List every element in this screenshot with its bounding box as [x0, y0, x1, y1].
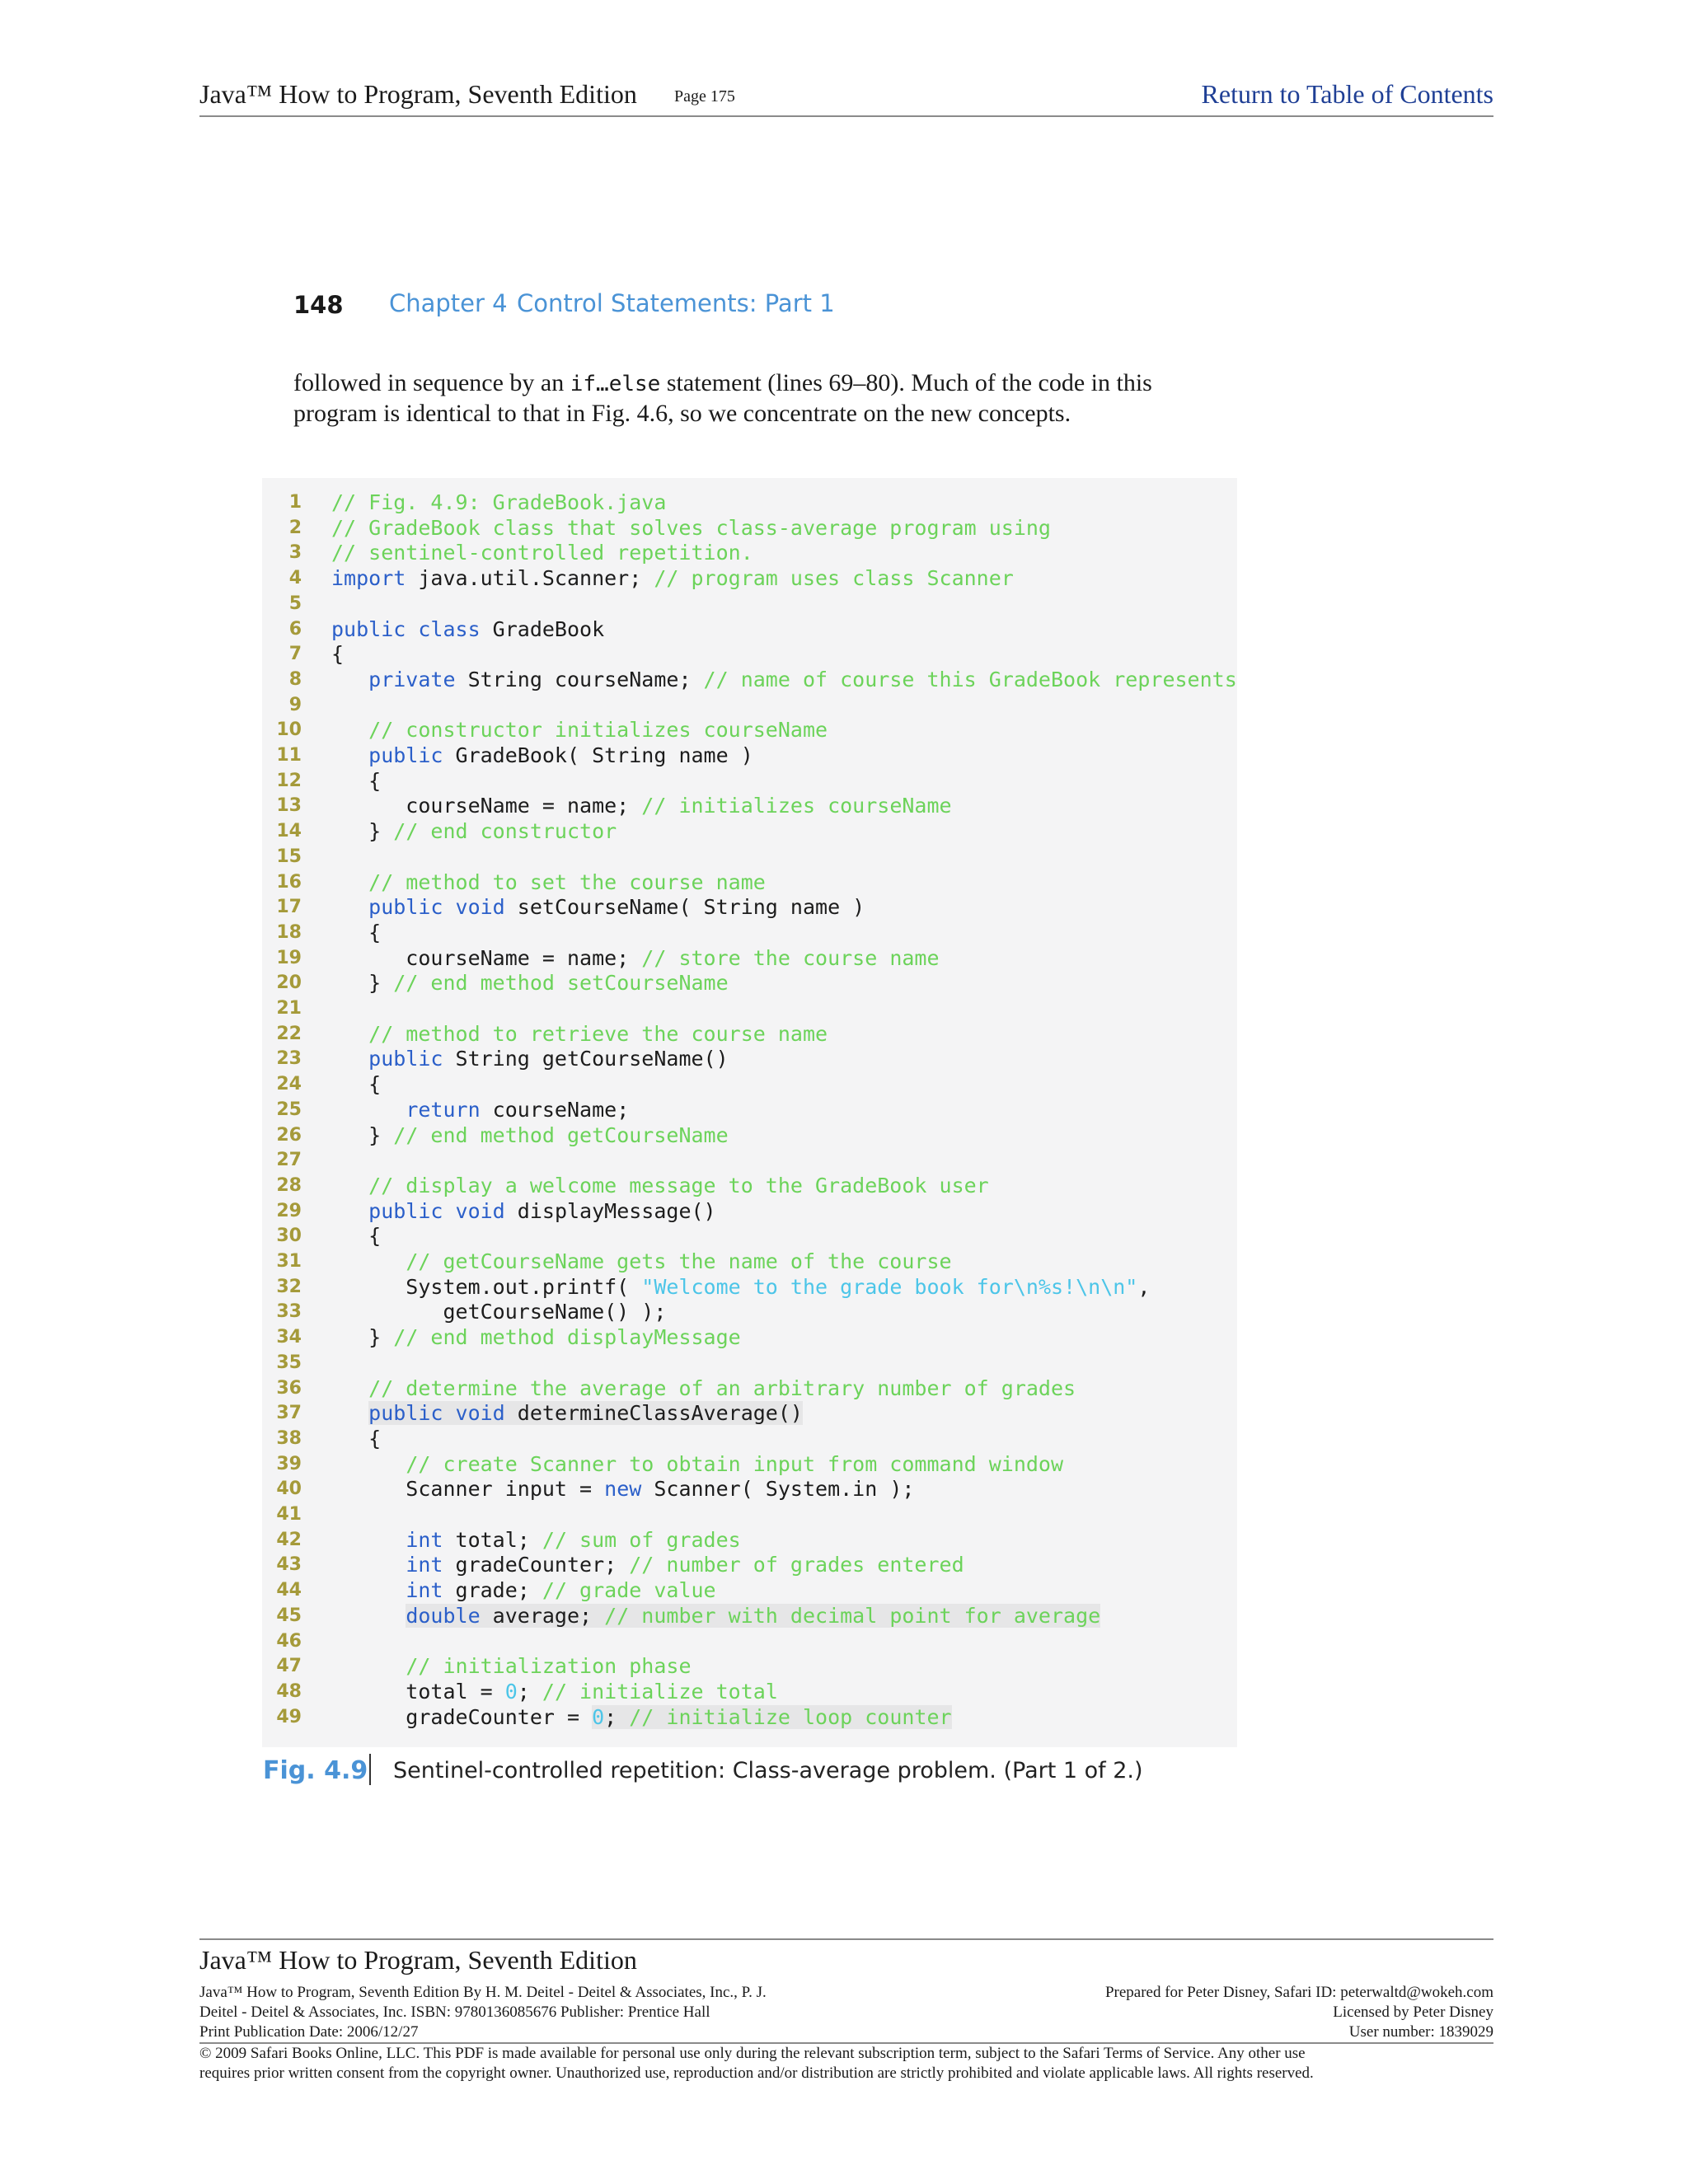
- footer-license-line: User number: 1839029: [1348, 2023, 1493, 2041]
- code-token: // program uses class Scanner: [654, 566, 1014, 591]
- line-number: 4: [288, 568, 302, 589]
- line-number: 37: [276, 1403, 302, 1424]
- code-token: gradeCounter =: [331, 1704, 593, 1729]
- code-token: }: [331, 819, 394, 844]
- code-token: {: [331, 768, 382, 793]
- code-token: public: [368, 743, 443, 767]
- code-token: private: [368, 667, 456, 691]
- code-token: [331, 1604, 406, 1628]
- code-token: return: [406, 1097, 481, 1122]
- code-token: courseName = name;: [331, 794, 642, 818]
- line-number: 35: [276, 1352, 302, 1373]
- code-text: [331, 1223, 381, 1249]
- line-number: 19: [276, 947, 302, 968]
- line-number: 9: [288, 694, 302, 715]
- line-number: 10: [276, 719, 302, 741]
- code-token: // end method displayMessage: [393, 1325, 741, 1350]
- code-token: int: [406, 1553, 443, 1577]
- pdf-page-label: Page 175: [674, 87, 735, 105]
- code-token: java.util.Scanner;: [406, 566, 654, 591]
- line-number: 30: [276, 1226, 302, 1247]
- code-token: System.out.printf(: [331, 1274, 642, 1299]
- line-number: 22: [276, 1023, 302, 1044]
- body-paragraph-line-1: [293, 368, 1241, 400]
- code-text: [331, 818, 617, 844]
- code-token: // determine the average of an arbitrary number of grades: [368, 1376, 1076, 1400]
- code-text: [331, 743, 753, 768]
- line-number: 44: [276, 1580, 302, 1601]
- code-token: // create Scanner to obtain input from command window: [406, 1451, 1064, 1476]
- line-number: 26: [276, 1124, 302, 1146]
- code-token: // number of grades entered: [629, 1553, 964, 1577]
- code-token: int: [406, 1527, 443, 1552]
- chapter-title: Control Statements: Part 1: [517, 289, 835, 317]
- line-number: 2: [288, 517, 302, 538]
- footer-title: Java™ How to Program, Seventh Edition: [199, 1945, 637, 1975]
- code-token: [331, 1022, 368, 1046]
- code-token: courseName = name;: [331, 945, 642, 970]
- code-token: // GradeBook class that solves class-average program using: [331, 515, 1051, 540]
- code-token: // initializes courseName: [641, 794, 952, 818]
- footer-info-line: Java™ How to Program, Seventh Edition By H. M. Deitel - Deitel & Associates, Inc., P. J.: [199, 1984, 767, 2001]
- code-token: determineClassAverage(): [504, 1401, 803, 1426]
- code-token: // method to set the course name: [368, 869, 766, 894]
- line-number: 13: [276, 795, 302, 817]
- code-text: [331, 1679, 778, 1704]
- code-token: GradeBook: [480, 616, 605, 641]
- code-token: [331, 895, 368, 919]
- line-number: 42: [276, 1529, 302, 1550]
- code-token: {: [331, 920, 382, 944]
- code-token: [331, 870, 368, 894]
- line-number: 11: [276, 745, 302, 766]
- code-token: [331, 1098, 406, 1122]
- footer-license-line: Prepared for Peter Disney, Safari ID: peterwaltd@wokeh.com: [1104, 1984, 1493, 2001]
- code-token: [331, 1249, 406, 1273]
- code-text: [331, 667, 1237, 692]
- line-number: 40: [276, 1479, 302, 1500]
- code-token: Scanner input =: [331, 1477, 605, 1502]
- code-text: [331, 970, 729, 996]
- code-token: public void: [368, 1401, 505, 1426]
- code-text: [331, 1249, 952, 1274]
- copyright-line: © 2009 Safari Books Online, LLC. This PDF is made available for personal use only during the relevant subscription term, subject to the Safari Terms of Service. Any other use: [199, 2045, 1306, 2062]
- code-token: courseName;: [480, 1097, 630, 1122]
- line-number: 1: [288, 492, 302, 513]
- line-number: 39: [276, 1453, 302, 1474]
- code-token: {: [331, 1224, 382, 1249]
- code-text: [331, 1274, 1150, 1300]
- paragraph-text: followed in sequence by an: [293, 369, 570, 396]
- code-token: total =: [331, 1679, 505, 1704]
- line-number: 24: [276, 1074, 302, 1095]
- line-number: 6: [288, 618, 302, 640]
- code-token: // display a welcome message to the GradeBook user: [368, 1173, 989, 1197]
- code-text: [331, 616, 604, 642]
- code-token: [331, 1452, 406, 1476]
- code-token: // Fig. 4.9: GradeBook.java: [331, 490, 667, 514]
- code-token: public: [368, 1047, 443, 1071]
- code-text: [331, 1527, 741, 1553]
- line-number: 41: [276, 1504, 302, 1525]
- figure-caption: Sentinel-controlled repetition: Class-average problem. (Part 1 of 2.): [393, 1758, 1143, 1783]
- line-number: 34: [276, 1327, 302, 1348]
- code-token: [331, 1199, 368, 1223]
- code-text: [331, 515, 1051, 541]
- code-token: // initialization phase: [406, 1654, 692, 1679]
- caption-divider: [369, 1754, 371, 1785]
- code-token: // method to retrieve the course name: [368, 1021, 828, 1046]
- code-text: [331, 490, 666, 515]
- code-token: String getCourseName(): [443, 1047, 729, 1071]
- line-number: 3: [288, 542, 302, 564]
- code-text: [331, 1704, 952, 1730]
- code-token: // name of course this GradeBook represents: [703, 667, 1237, 691]
- code-token: // constructor initializes courseName: [368, 718, 828, 743]
- code-token: int: [406, 1578, 443, 1603]
- line-number: 23: [276, 1048, 302, 1070]
- code-token: [331, 1401, 368, 1425]
- line-number: 27: [276, 1150, 302, 1171]
- line-number: 12: [276, 770, 302, 791]
- inline-code: if…else: [570, 372, 661, 396]
- code-token: getCourseName() );: [331, 1300, 667, 1324]
- line-number: 46: [276, 1630, 302, 1652]
- figure-label: Fig. 4.9: [263, 1756, 368, 1785]
- line-number: 16: [276, 871, 302, 893]
- line-number: 29: [276, 1200, 302, 1221]
- line-number: 31: [276, 1251, 302, 1272]
- code-token: grade;: [443, 1578, 542, 1603]
- code-text: [331, 1426, 381, 1451]
- line-number: 18: [276, 921, 302, 943]
- code-text: [331, 1021, 828, 1047]
- code-text: [331, 641, 344, 667]
- code-text: [331, 565, 1014, 591]
- code-token: // number with decimal point for average: [604, 1603, 1101, 1628]
- code-text: [331, 869, 766, 895]
- code-token: {: [331, 1426, 382, 1451]
- code-token: new: [604, 1477, 642, 1502]
- line-number: 7: [288, 644, 302, 665]
- code-text: [331, 1400, 803, 1426]
- body-paragraph-line-2: program is identical to that in Fig. 4.6, so we concentrate on the new concepts.: [293, 400, 1071, 427]
- code-token: [331, 743, 368, 767]
- code-token: [331, 668, 368, 691]
- line-number: 32: [276, 1276, 302, 1297]
- line-number: 43: [276, 1554, 302, 1576]
- footer-license-line: Licensed by Peter Disney: [1333, 2004, 1493, 2021]
- line-number: 17: [276, 897, 302, 918]
- code-text: [331, 1476, 914, 1502]
- code-text: [331, 1552, 964, 1577]
- code-token: // initialize total: [542, 1679, 778, 1704]
- code-token: [331, 1376, 368, 1400]
- code-text: [331, 1046, 729, 1071]
- code-token: // end method setCourseName: [393, 971, 729, 996]
- book-title: Java™ How to Program, Seventh Edition: [199, 79, 637, 109]
- chapter-label: Chapter 4: [389, 289, 508, 317]
- line-number: 49: [276, 1706, 302, 1727]
- book-page-number: 148: [293, 291, 344, 319]
- code-token: import: [331, 566, 406, 591]
- code-token: [331, 1528, 406, 1552]
- line-number: 45: [276, 1605, 302, 1626]
- code-text: [331, 1173, 989, 1198]
- code-token: [331, 1654, 406, 1678]
- code-token: // sentinel-controlled repetition.: [331, 541, 753, 565]
- code-token: {: [331, 1072, 382, 1097]
- code-text: [331, 1653, 692, 1679]
- footer-info-line: Print Publication Date: 2006/12/27: [199, 2023, 419, 2041]
- code-text: [331, 945, 940, 971]
- code-token: {: [331, 642, 345, 667]
- line-number: 20: [276, 972, 302, 994]
- code-text: [331, 1097, 629, 1122]
- code-token: }: [331, 971, 394, 996]
- code-text: [331, 1122, 729, 1148]
- code-token: "Welcome to the grade book for\n%s!\n\n": [641, 1274, 1138, 1299]
- code-token: // initialize loop counter: [629, 1704, 952, 1729]
- line-number: 38: [276, 1427, 302, 1449]
- line-number: 5: [288, 593, 302, 614]
- code-token: // end constructor: [393, 819, 617, 844]
- code-token: gradeCounter;: [443, 1553, 630, 1577]
- code-token: [331, 1174, 368, 1197]
- code-token: total;: [443, 1527, 542, 1552]
- code-text: [331, 540, 753, 565]
- line-number: 36: [276, 1377, 302, 1399]
- code-token: // end method getCourseName: [393, 1122, 729, 1147]
- code-text: [331, 1071, 381, 1097]
- code-token: [331, 1578, 406, 1602]
- code-text: [331, 1603, 1100, 1629]
- code-listing: [262, 478, 1237, 1747]
- code-token: [331, 1553, 406, 1577]
- code-token: Scanner( System.in );: [641, 1477, 915, 1502]
- code-token: // grade value: [542, 1578, 716, 1603]
- code-text: [331, 1451, 1063, 1477]
- footer-rule: [199, 1938, 1493, 1940]
- code-text: [331, 717, 828, 743]
- line-number: 14: [276, 821, 302, 842]
- line-number: 48: [276, 1680, 302, 1702]
- line-number: 33: [276, 1301, 302, 1323]
- line-number: 8: [288, 668, 302, 690]
- code-text: [331, 1376, 1076, 1401]
- copyright-line: requires prior written consent from the copyright owner. Unauthorized use, reproduction and/or distribution are strictly prohibited and violate applicable laws. All rights reserved.: [199, 2064, 1314, 2082]
- code-token: ;: [517, 1679, 542, 1704]
- code-token: 0: [504, 1679, 518, 1704]
- code-text: [331, 894, 865, 920]
- code-token: public void: [368, 1198, 505, 1223]
- line-number: 47: [276, 1656, 302, 1677]
- code-token: [331, 1047, 368, 1071]
- code-token: // sum of grades: [542, 1527, 741, 1552]
- code-token: [331, 718, 368, 742]
- code-text: [331, 768, 381, 794]
- code-token: setCourseName( String name ): [504, 895, 865, 920]
- code-token: public class: [331, 616, 481, 641]
- code-token: }: [331, 1122, 394, 1147]
- code-text: [331, 1198, 716, 1224]
- code-text: [331, 793, 952, 818]
- line-number: 21: [276, 998, 302, 1019]
- code-token: double: [406, 1603, 481, 1628]
- code-text: [331, 1299, 666, 1324]
- line-number: 25: [276, 1099, 302, 1120]
- code-token: // getCourseName gets the name of the course: [406, 1249, 952, 1273]
- code-token: // store the course name: [641, 945, 940, 970]
- code-token: average;: [480, 1603, 605, 1628]
- code-token: displayMessage(): [504, 1198, 716, 1223]
- line-number: 28: [276, 1174, 302, 1196]
- code-token: 0: [592, 1704, 605, 1729]
- page-header: [199, 73, 1493, 117]
- code-text: [331, 920, 381, 945]
- code-token: String courseName;: [455, 667, 704, 691]
- line-number: 15: [276, 846, 302, 867]
- code-token: ;: [604, 1704, 630, 1729]
- footer-info-line: Deitel - Deitel & Associates, Inc. ISBN: 9780136085676 Publisher: Prentice Hall: [199, 2004, 710, 2021]
- code-text: [331, 1577, 716, 1603]
- code-token: public void: [368, 895, 505, 920]
- code-token: }: [331, 1325, 394, 1350]
- code-token: ,: [1137, 1274, 1151, 1299]
- code-text: [331, 1324, 741, 1350]
- toc-link[interactable]: Return to Table of Contents: [1201, 79, 1493, 109]
- paragraph-text: statement (lines 69–80). Much of the code in this: [660, 369, 1152, 396]
- code-token: GradeBook( String name ): [443, 743, 753, 767]
